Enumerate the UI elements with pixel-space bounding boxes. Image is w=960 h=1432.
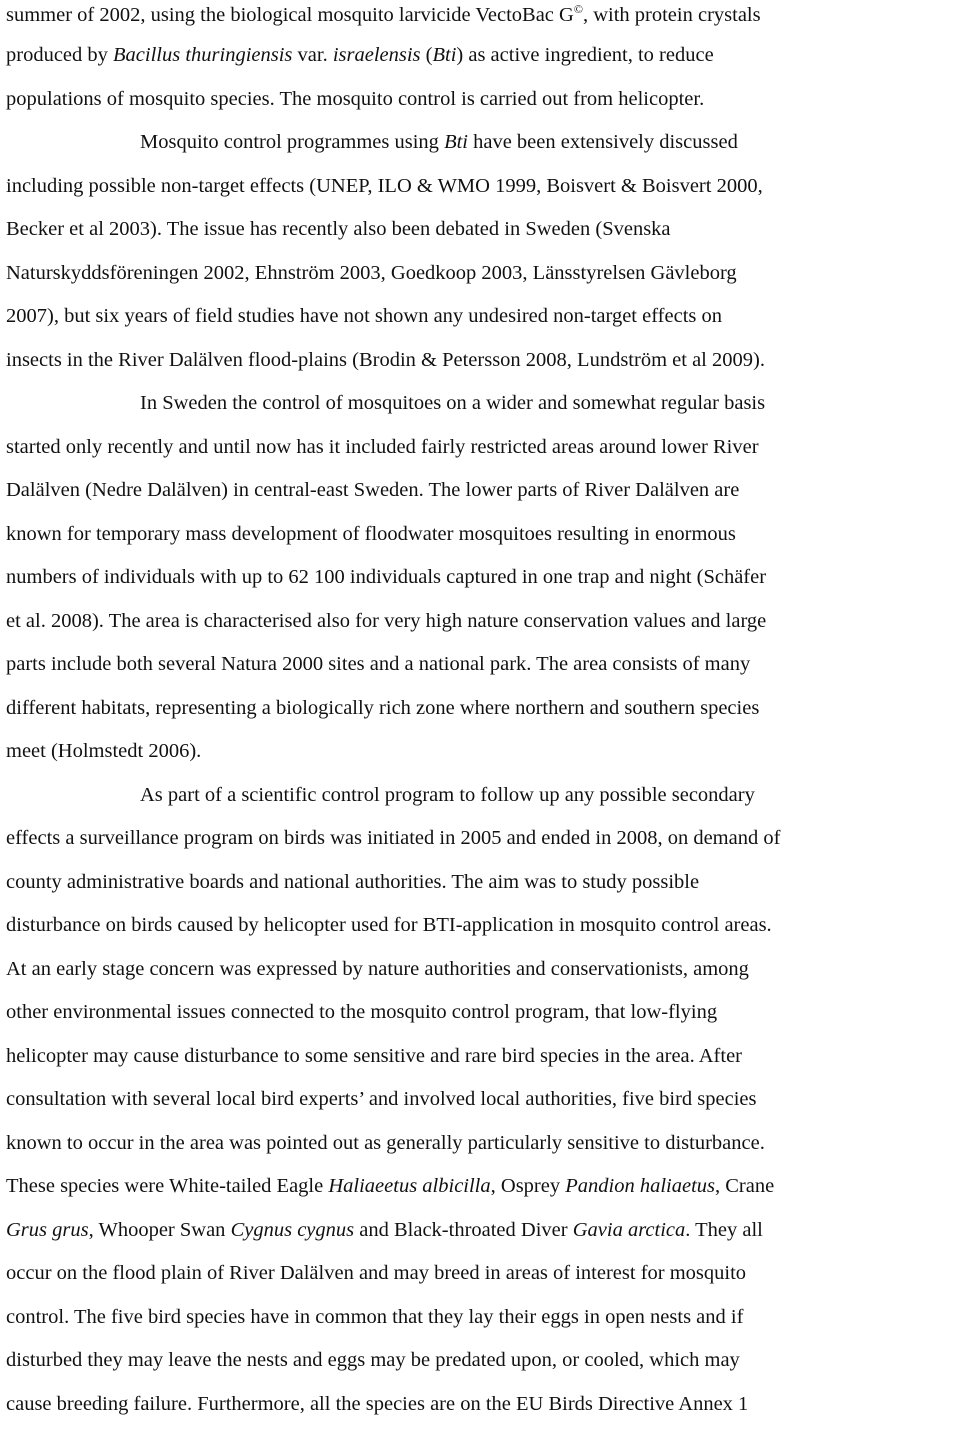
text-line	[6, 475, 958, 519]
text-line	[6, 1041, 958, 1085]
text-line	[6, 84, 958, 128]
text-segment: started only recently and until now has it included fairly restricted areas around lower River	[6, 436, 759, 458]
text-line	[6, 606, 958, 650]
text-segment: have been extensively discussed	[468, 131, 738, 153]
italic-text: Bti	[432, 44, 456, 66]
italic-text: Bti	[444, 131, 468, 153]
paragraph-first-line	[6, 780, 958, 824]
paragraph-first-line	[6, 388, 958, 432]
text-segment: Naturskyddsföreningen 2002, Ehnström 2003, Goedkoop 2003, Länsstyrelsen Gävleborg	[6, 262, 737, 284]
text-line	[6, 1302, 958, 1346]
text-segment: parts include both several Natura 2000 sites and a national park. The area consists of many	[6, 653, 750, 675]
text-line	[6, 562, 958, 606]
text-line	[6, 1215, 958, 1259]
text-line	[6, 997, 958, 1041]
text-line	[6, 40, 958, 84]
text-segment: and Black-throated Diver	[354, 1219, 573, 1241]
text-segment: occur on the flood plain of River Dalälven and may breed in areas of interest for mosquito	[6, 1262, 746, 1284]
italic-text: Gavia arctica	[573, 1219, 686, 1241]
text-line	[6, 301, 958, 345]
text-segment: known for temporary mass development of floodwater mosquitoes resulting in enormous	[6, 523, 736, 545]
text-segment: cause breeding failure. Furthermore, all the species are on the EU Birds Directive Annex 1	[6, 1393, 748, 1415]
text-segment: et al. 2008). The area is characterised also for very high nature conservation values and large	[6, 610, 766, 632]
text-segment: These species were White-tailed Eagle	[6, 1175, 328, 1197]
text-segment: ) as active ingredient, to reduce	[456, 44, 713, 66]
text-segment: produced by	[6, 44, 113, 66]
text-segment: , with protein crystals	[583, 4, 761, 26]
superscript-mark: ©	[574, 2, 583, 16]
text-segment: Becker et al 2003). The issue has recently also been debated in Sweden (Svenska	[6, 218, 671, 240]
text-line	[6, 736, 958, 780]
text-segment: At an early stage concern was expressed by nature authorities and conservationists, among	[6, 958, 749, 980]
text-segment: populations of mosquito species. The mosquito control is carried out from helicopter.	[6, 88, 704, 110]
italic-text: Pandion haliaetus	[565, 1175, 715, 1197]
italic-text: Bacillus thuringiensis	[113, 44, 292, 66]
text-segment: . They all	[685, 1219, 763, 1241]
text-line	[6, 214, 958, 258]
text-segment: control. The five bird species have in common that they lay their eggs in open nests and if	[6, 1306, 743, 1328]
text-segment: helicopter may cause disturbance to some sensitive and rare bird species in the area. After	[6, 1045, 742, 1067]
text-segment: disturbance on birds caused by helicopter used for BTI-application in mosquito control areas.	[6, 914, 772, 936]
text-line	[6, 0, 958, 40]
text-line	[6, 1128, 958, 1172]
text-segment: consultation with several local bird experts’ and involved local authorities, five bird species	[6, 1088, 757, 1110]
text-segment: , Whooper Swan	[89, 1219, 231, 1241]
text-line	[6, 910, 958, 954]
text-line	[6, 345, 958, 389]
italic-text: Grus grus	[6, 1219, 89, 1241]
italic-text: Haliaeetus albicilla	[328, 1175, 490, 1197]
text-segment: disturbed they may leave the nests and eggs may be predated upon, or cooled, which may	[6, 1349, 740, 1371]
text-segment: including possible non-target effects (UNEP, ILO & WMO 1999, Boisvert & Boisvert 2000,	[6, 175, 763, 197]
text-line	[6, 432, 958, 476]
text-segment: county administrative boards and national authorities. The aim was to study possible	[6, 871, 699, 893]
text-line	[6, 823, 958, 867]
text-segment: insects in the River Dalälven flood-plains (Brodin & Petersson 2008, Lundström et al 2009).	[6, 349, 765, 371]
body-text	[6, 0, 958, 1432]
text-segment: , Osprey	[491, 1175, 566, 1197]
text-line	[6, 954, 958, 998]
text-segment: , Crane	[715, 1175, 774, 1197]
text-segment: 2007), but six years of field studies have not shown any undesired non-target effects on	[6, 305, 722, 327]
text-line	[6, 519, 958, 563]
text-segment: In Sweden the control of mosquitoes on a wider and somewhat regular basis	[140, 392, 765, 414]
text-segment: (	[421, 44, 433, 66]
text-line	[6, 867, 958, 911]
text-segment: Dalälven (Nedre Dalälven) in central-east Sweden. The lower parts of River Dalälven are	[6, 479, 739, 501]
text-segment: var.	[292, 44, 332, 66]
text-segment: numbers of individuals with up to 62 100 individuals captured in one trap and night (Schäfer	[6, 566, 766, 588]
text-segment: effects a surveillance program on birds was initiated in 2005 and ended in 2008, on demand of	[6, 827, 780, 849]
text-line	[6, 171, 958, 215]
text-segment: As part of a scientific control program to follow up any possible secondary	[140, 784, 755, 806]
text-line	[6, 1389, 958, 1432]
text-segment: different habitats, representing a biologically rich zone where northern and southern species	[6, 697, 759, 719]
text-line	[6, 1084, 958, 1128]
text-line	[6, 1258, 958, 1302]
italic-text: israelensis	[333, 44, 421, 66]
text-line	[6, 1345, 958, 1389]
text-segment: meet (Holmstedt 2006).	[6, 740, 201, 762]
italic-text: Cygnus cygnus	[231, 1219, 355, 1241]
text-line	[6, 649, 958, 693]
text-line	[6, 258, 958, 302]
text-line	[6, 1171, 958, 1215]
text-segment: summer of 2002, using the biological mosquito larvicide VectoBac G	[6, 4, 574, 26]
text-segment: other environmental issues connected to the mosquito control program, that low-flying	[6, 1001, 717, 1023]
text-segment: known to occur in the area was pointed out as generally particularly sensitive to disturbance.	[6, 1132, 765, 1154]
text-segment: Mosquito control programmes using	[140, 131, 444, 153]
text-line	[6, 693, 958, 737]
paragraph-first-line	[6, 127, 958, 171]
